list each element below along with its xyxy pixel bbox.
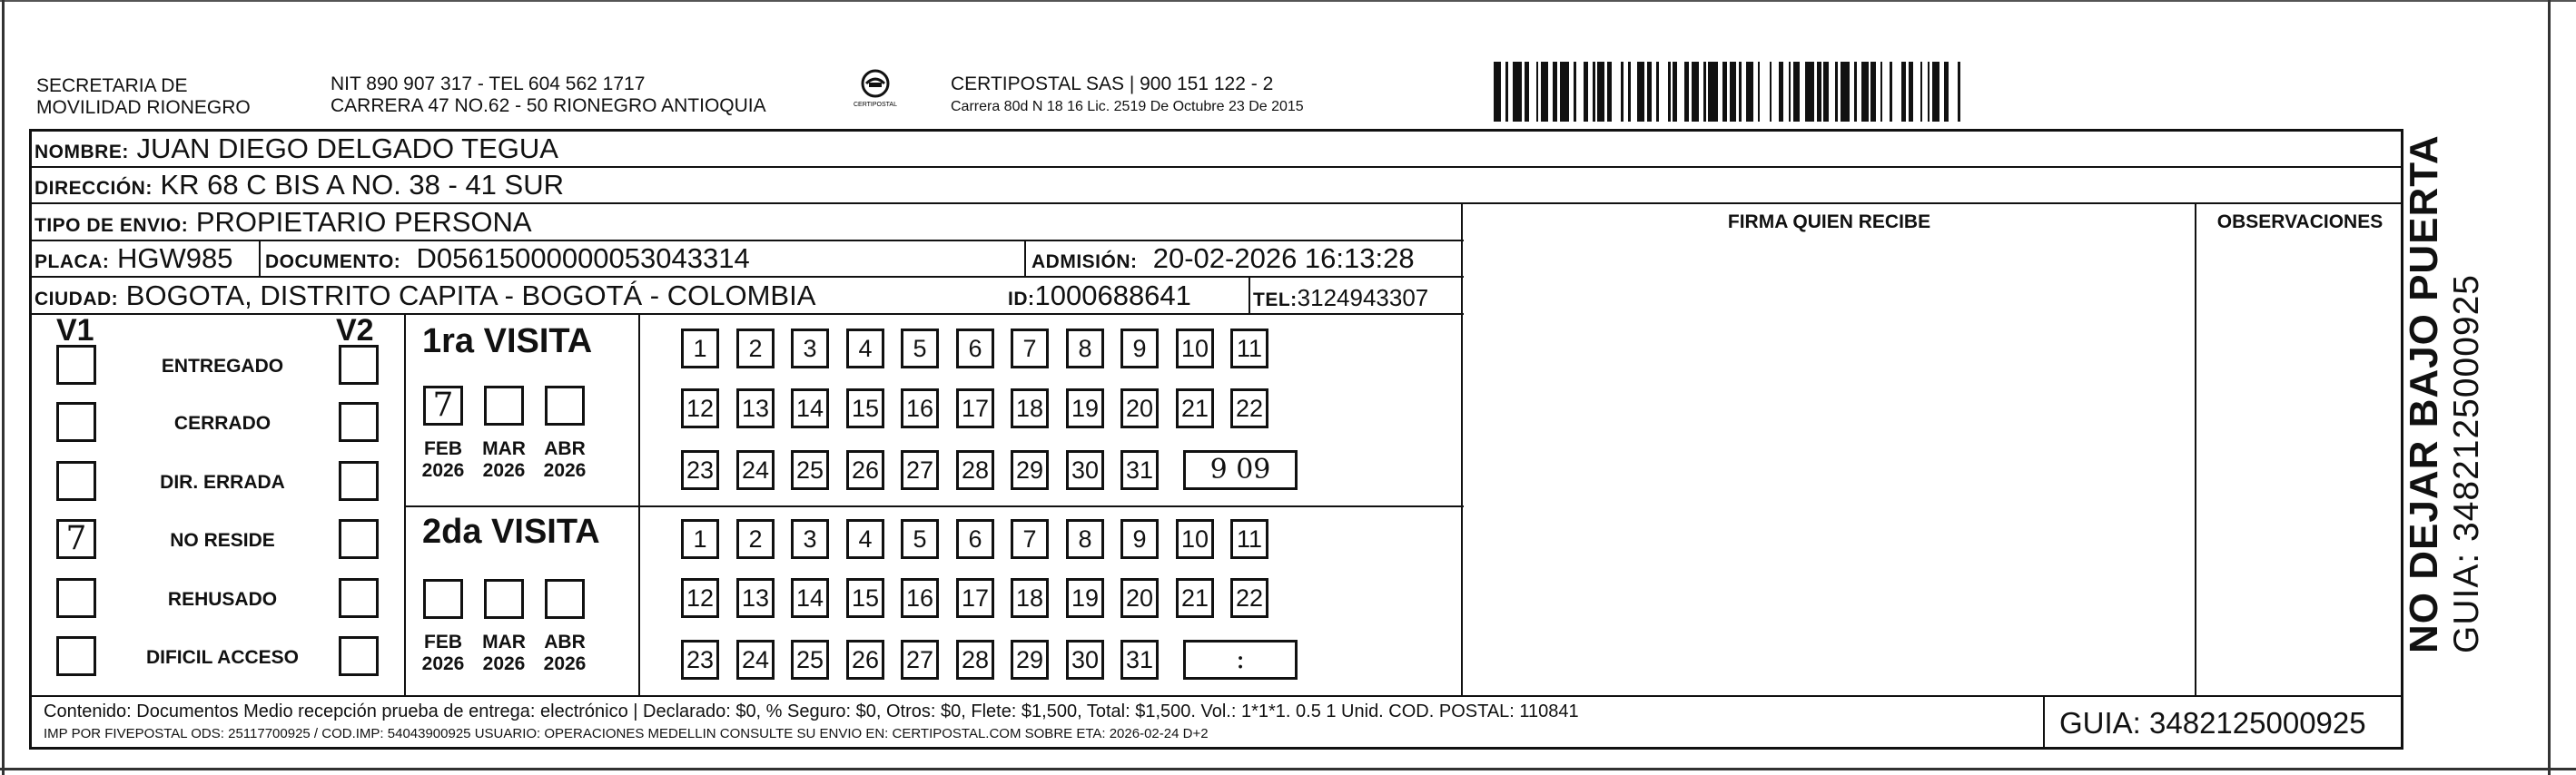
day-box[interactable]: 11: [1230, 329, 1268, 368]
top-edge: [0, 0, 2576, 2]
day-box[interactable]: 26: [846, 450, 884, 490]
footer-imp: IMP POR FIVEPOSTAL ODS: 25117700925 / COD.IMP: 54043900925 USUARIO: OPERACIONES MEDELLIN CONSULTE SU ENVIO EN: CERTIPOSTAL.COM SOBRE ETA: 2026-02-24 D+2: [44, 726, 1209, 741]
day-box[interactable]: 6: [956, 329, 994, 368]
day-box[interactable]: 24: [736, 450, 775, 490]
day-box[interactable]: 27: [901, 450, 939, 490]
barcode: [1494, 62, 2220, 122]
day-box[interactable]: 25: [791, 640, 829, 680]
document-label: DOCUMENTO:: [265, 251, 401, 272]
day-box[interactable]: 30: [1066, 450, 1104, 490]
name-row: [35, 132, 558, 169]
year-label: 2026: [421, 653, 465, 674]
month-checkbox[interactable]: [484, 579, 524, 619]
day-box[interactable]: 12: [681, 388, 719, 428]
day-box[interactable]: 31: [1120, 450, 1159, 490]
day-box[interactable]: 24: [736, 640, 775, 680]
visit-time-box[interactable]: [1183, 450, 1298, 490]
day-box[interactable]: 13: [736, 578, 775, 618]
day-box[interactable]: 22: [1230, 388, 1268, 428]
visit-time-value: 9 09: [1209, 454, 1271, 486]
day-box[interactable]: 19: [1066, 388, 1104, 428]
shipment-row: [35, 206, 532, 242]
month-label: ABR: [544, 438, 586, 459]
visit-time-box[interactable]: [1183, 640, 1298, 680]
certipostal-logo-icon: [854, 67, 897, 111]
day-box[interactable]: 1: [681, 329, 719, 368]
address-value: KR 68 C BIS A NO. 38 - 41 SUR: [160, 169, 564, 201]
admission-cell: [1031, 242, 1415, 279]
day-box[interactable]: 9: [1120, 519, 1159, 559]
day-box[interactable]: 18: [1011, 578, 1049, 618]
carrier-line2: Carrera 80d N 18 16 Lic. 2519 De Octubre 23 De 2015: [951, 99, 1304, 114]
tel-label: TEL:: [1253, 289, 1298, 310]
day-box[interactable]: 10: [1176, 519, 1214, 559]
day-box[interactable]: 1: [681, 519, 719, 559]
v2-checkbox[interactable]: [339, 578, 379, 618]
v1-checkbox[interactable]: [56, 636, 96, 676]
logo-caption: CERTIPOSTAL: [854, 102, 897, 108]
second-visit-title: 2da VISITA: [422, 513, 600, 551]
day-box[interactable]: 29: [1011, 450, 1049, 490]
footer-content: Contenido: Documentos Medio recepción prueba de entrega: electrónico | Declarado: $0, % Seguro: $0, Otros: $0, Flete: $1,500, Total: $1,500. Vol.: 1*1*1. 0.5 1 Unid. COD. POSTAL: 110841: [44, 701, 1579, 721]
side-notice-title: NO DEJAR BAJO PUERTA: [2402, 134, 2446, 653]
day-box[interactable]: 16: [901, 388, 939, 428]
plate-label: PLACA:: [35, 251, 110, 272]
document-value: D05615000000053043314: [416, 242, 750, 274]
year-label: 2026: [421, 460, 465, 481]
v2-checkbox[interactable]: [339, 402, 379, 442]
day-box[interactable]: 19: [1066, 578, 1104, 618]
day-box[interactable]: 29: [1011, 640, 1049, 680]
day-box[interactable]: 28: [956, 640, 994, 680]
bottom-edge: [0, 768, 2576, 770]
status-label: REHUSADO: [167, 589, 278, 610]
status-label: DIR. ERRADA: [160, 472, 285, 493]
day-box[interactable]: 7: [1011, 329, 1049, 368]
v1-checkbox[interactable]: [56, 578, 96, 618]
day-box[interactable]: 20: [1120, 388, 1159, 428]
org-line2: MOVILIDAD RIONEGRO: [36, 97, 251, 118]
tel-cell: [1253, 281, 1428, 317]
day-box[interactable]: 2: [736, 519, 775, 559]
left-edge: [2, 0, 5, 775]
day-box[interactable]: 3: [791, 519, 829, 559]
day-box[interactable]: 6: [956, 519, 994, 559]
v1-checkbox[interactable]: [56, 461, 96, 501]
guia-number: GUIA: 3482125000925: [2059, 706, 2366, 740]
month-checkbox[interactable]: [545, 386, 585, 426]
name-value: JUAN DIEGO DELGADO TEGUA: [136, 132, 558, 164]
visit-time-value: :: [1235, 643, 1246, 675]
v1-checkbox[interactable]: [56, 402, 96, 442]
v1-checkbox[interactable]: [56, 345, 96, 385]
day-box[interactable]: 4: [846, 519, 884, 559]
day-box[interactable]: 20: [1120, 578, 1159, 618]
day-box[interactable]: 15: [846, 578, 884, 618]
id-value: 1000688641: [1034, 280, 1191, 311]
month-checkbox[interactable]: [484, 386, 524, 426]
right-edge: [2548, 0, 2551, 775]
year-label: 2026: [543, 653, 587, 674]
month-checkbox[interactable]: [545, 579, 585, 619]
day-box[interactable]: 11: [1230, 519, 1268, 559]
day-box[interactable]: 31: [1120, 640, 1159, 680]
carrier-line1: CERTIPOSTAL SAS | 900 151 122 - 2: [951, 74, 1274, 94]
v1-checkbox[interactable]: 7: [56, 519, 96, 559]
status-label: DIFICIL ACCESO: [145, 647, 299, 668]
day-box[interactable]: 7: [1011, 519, 1049, 559]
day-box[interactable]: 9: [1120, 329, 1159, 368]
tel-value: 3124943307: [1297, 284, 1429, 311]
day-box[interactable]: 17: [956, 388, 994, 428]
day-box[interactable]: 14: [791, 578, 829, 618]
observations-header: OBSERVACIONES: [2216, 211, 2384, 232]
day-box[interactable]: 21: [1176, 578, 1214, 618]
id-label: ID:: [1008, 289, 1035, 309]
day-box[interactable]: 23: [681, 450, 719, 490]
day-box[interactable]: 22: [1230, 578, 1268, 618]
v1-label: V1: [56, 313, 94, 348]
day-box[interactable]: 23: [681, 640, 719, 680]
admission-value: 20-02-2026 16:13:28: [1152, 242, 1415, 274]
org-line1: SECRETARIA DE: [36, 75, 188, 96]
day-box[interactable]: 3: [791, 329, 829, 368]
city-cell: [35, 280, 815, 316]
day-box[interactable]: 15: [846, 388, 884, 428]
plate-value: HGW985: [116, 242, 233, 274]
shipment-value: PROPIETARIO PERSONA: [195, 206, 532, 238]
day-box[interactable]: 5: [901, 329, 939, 368]
side-notice: [2402, 134, 2487, 653]
day-box[interactable]: 18: [1011, 388, 1049, 428]
document-cell: [265, 242, 750, 279]
side-guia: GUIA: 3482125000925: [2447, 274, 2486, 653]
month-checkbox[interactable]: 7: [423, 386, 463, 426]
v2-label: V2: [336, 313, 374, 348]
year-label: 2026: [482, 653, 526, 674]
month-label: FEB: [424, 438, 462, 459]
plate-cell: [35, 242, 232, 279]
status-label: ENTREGADO: [161, 356, 284, 377]
name-label: NOMBRE:: [35, 142, 129, 162]
day-box[interactable]: 8: [1066, 519, 1104, 559]
v2-checkbox[interactable]: [339, 461, 379, 501]
month-checkbox[interactable]: [423, 579, 463, 619]
day-box[interactable]: 5: [901, 519, 939, 559]
day-box[interactable]: 16: [901, 578, 939, 618]
signature-header: FIRMA QUIEN RECIBE: [1727, 211, 1931, 232]
year-label: 2026: [543, 460, 587, 481]
city-label: CIUDAD:: [35, 289, 119, 309]
day-box[interactable]: 8: [1066, 329, 1104, 368]
day-box[interactable]: 26: [846, 640, 884, 680]
month-label: FEB: [424, 632, 462, 652]
status-label: CERRADO: [173, 413, 271, 434]
day-box[interactable]: 30: [1066, 640, 1104, 680]
month-label: MAR: [482, 632, 526, 652]
status-label: NO RESIDE: [170, 530, 275, 551]
nit-line2: CARRERA 47 NO.62 - 50 RIONEGRO ANTIOQUIA: [331, 95, 766, 116]
day-box[interactable]: 2: [736, 329, 775, 368]
day-box[interactable]: 14: [791, 388, 829, 428]
month-label: MAR: [482, 438, 526, 459]
address-label: DIRECCIÓN:: [35, 178, 153, 199]
nit-line1: NIT 890 907 317 - TEL 604 562 1717: [331, 74, 646, 94]
v2-checkbox[interactable]: [339, 519, 379, 559]
day-box[interactable]: 25: [791, 450, 829, 490]
day-box[interactable]: 10: [1176, 329, 1214, 368]
day-box[interactable]: 12: [681, 578, 719, 618]
first-visit-title: 1ra VISITA: [422, 322, 593, 360]
v2-checkbox[interactable]: [339, 345, 379, 385]
month-label: ABR: [544, 632, 586, 652]
year-label: 2026: [482, 460, 526, 481]
address-row: [35, 169, 564, 205]
day-box[interactable]: 13: [736, 388, 775, 428]
day-box[interactable]: 21: [1176, 388, 1214, 428]
shipment-label: TIPO DE ENVIO:: [35, 215, 189, 236]
day-box[interactable]: 4: [846, 329, 884, 368]
v2-checkbox[interactable]: [339, 636, 379, 676]
day-box[interactable]: 27: [901, 640, 939, 680]
day-box[interactable]: 17: [956, 578, 994, 618]
day-box[interactable]: 28: [956, 450, 994, 490]
admission-label: ADMISIÓN:: [1031, 251, 1138, 272]
id-cell: [1008, 280, 1191, 316]
city-value: BOGOTA, DISTRITO CAPITA - BOGOTÁ - COLOMBIA: [125, 280, 816, 311]
